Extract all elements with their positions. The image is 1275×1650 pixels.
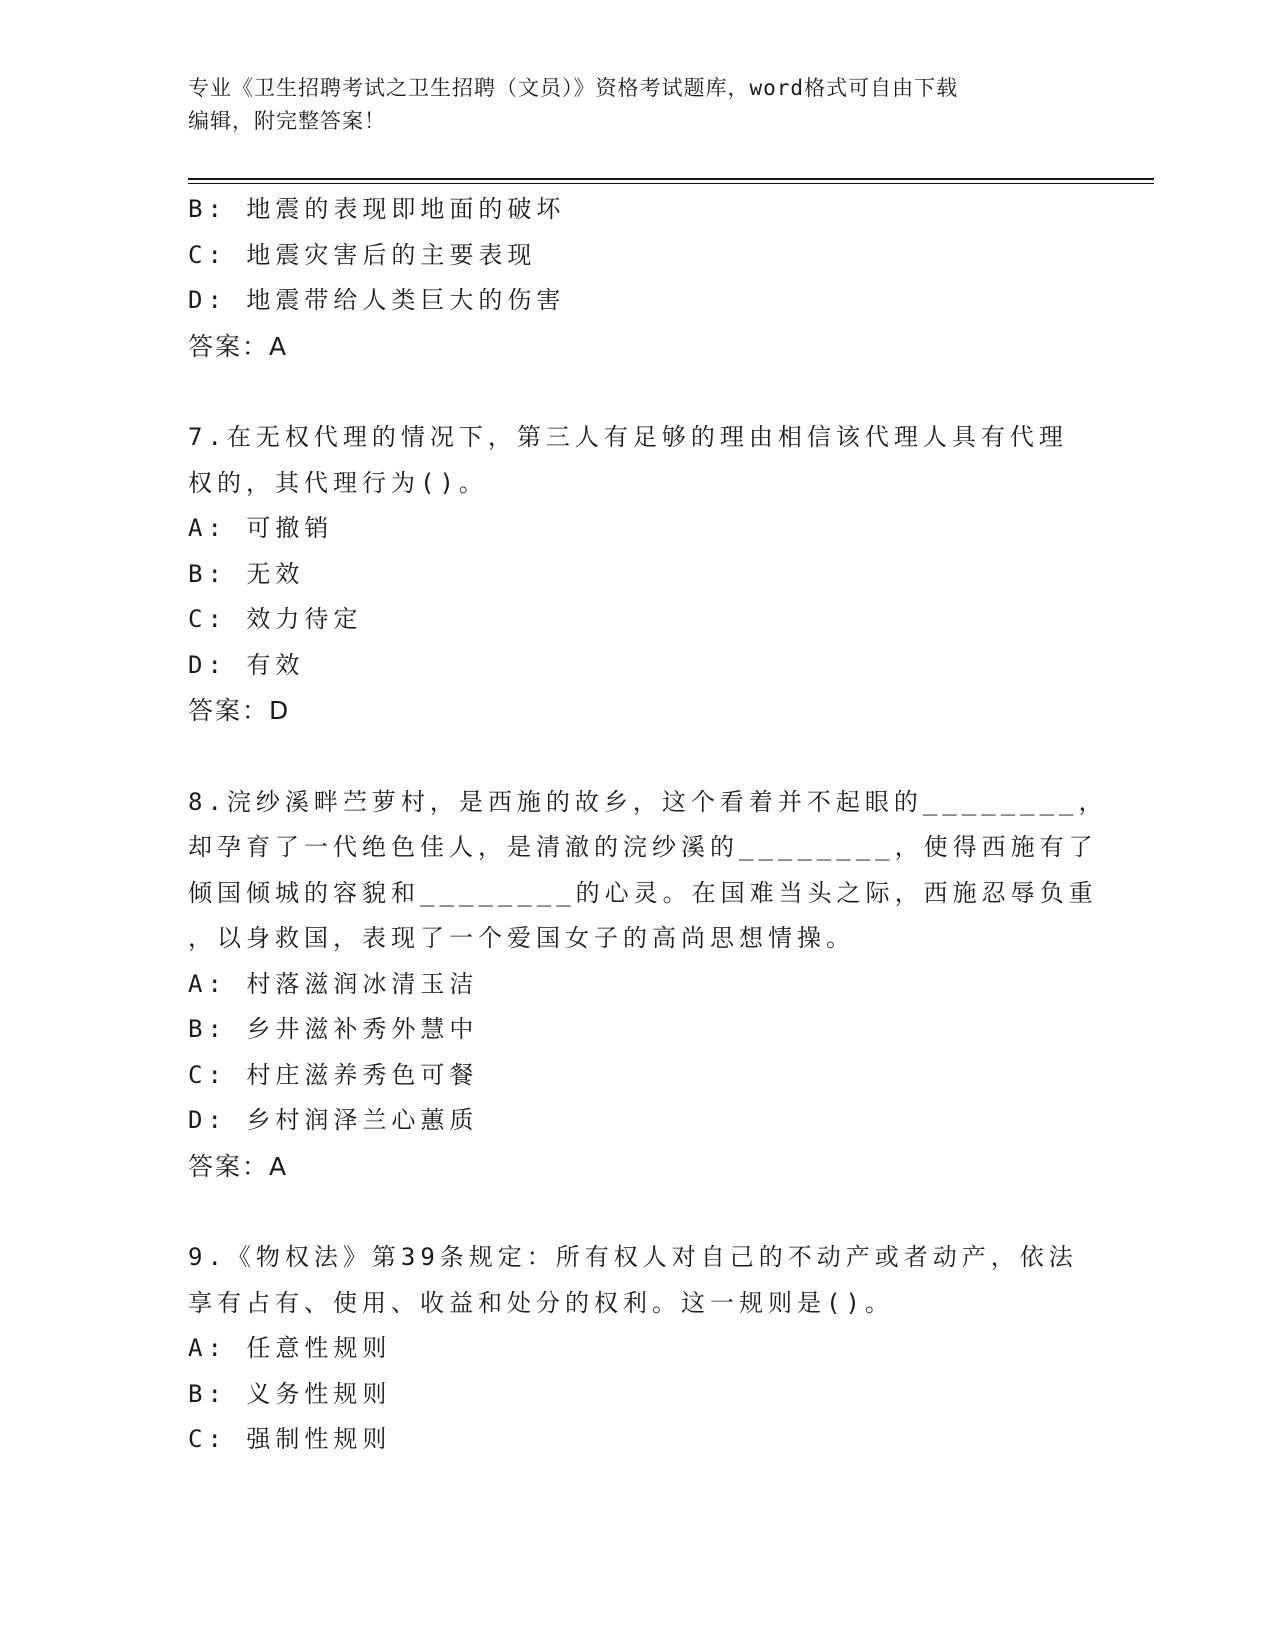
spacer: [188, 1189, 1088, 1235]
option-b: B: 地震的表现即地面的破坏: [188, 195, 566, 223]
option-c: C: 村庄滋养秀色可餐: [188, 1060, 479, 1089]
question-stem-line: 8.浣纱溪畔苎萝村，是西施的故乡，这个看着并不起眼的________，: [188, 787, 1108, 816]
header-rule-thin: [188, 183, 1154, 184]
question-stem-line: 权的，其代理行为()。: [188, 468, 488, 497]
option-a: A: 村落滋润冰清玉洁: [188, 969, 479, 998]
option-d: D: 地震带给人类巨大的伤害: [188, 286, 566, 314]
document-header: [188, 72, 1088, 138]
question-stem-line: 倾国倾城的容貌和________的心灵。在国难当头之际，西施忍辱负重: [188, 878, 1098, 907]
option-c: C: 强制性规则: [188, 1425, 392, 1453]
answer-label: 答案：D: [188, 696, 291, 725]
option-c: C: 地震灾害后的主要表现: [188, 240, 537, 269]
question-stem-line: 7.在无权代理的情况下，第三人有足够的理由相信该代理人具有代理: [188, 423, 1068, 451]
header-line-1: 专业《卫生招聘考试之卫生招聘（文员）》资格考试题库，word格式可自由下载: [188, 76, 959, 100]
option-b: B: 义务性规则: [188, 1379, 392, 1408]
header-line-2: 编辑，附完整答案！: [188, 109, 386, 133]
question-list: [188, 187, 1108, 1463]
question-stem-line: 享有占有、使用、收益和处分的权利。这一规则是()。: [188, 1288, 894, 1317]
option-b: B: 乡井滋补秀外慧中: [188, 1015, 479, 1043]
question-stem-line: 却孕育了一代绝色佳人，是清澈的浣纱溪的________，使得西施有了: [188, 833, 1098, 861]
option-a: A: 任意性规则: [188, 1334, 392, 1362]
option-b: B: 无效: [188, 559, 305, 588]
answer-label: 答案：A: [188, 331, 289, 361]
question-stem-line: 9.《物权法》第39条规定：所有权人对自己的不动产或者动产，依法: [188, 1243, 1078, 1271]
header-rule-thick: [188, 178, 1154, 180]
question-6-tail: [188, 187, 1088, 369]
option-d: D: 乡村润泽兰心蕙质: [188, 1106, 479, 1134]
option-d: D: 有效: [188, 650, 305, 679]
spacer: [188, 734, 1088, 780]
answer-label: 答案：A: [188, 1151, 289, 1181]
option-a: A: 可撤销: [188, 514, 334, 542]
option-c: C: 效力待定: [188, 605, 363, 633]
question-stem-line: ，以身救国，表现了一个爱国女子的高尚思想情操。: [188, 924, 855, 952]
question-9: [188, 1235, 1088, 1463]
question-7: [188, 415, 1088, 734]
spacer: [188, 369, 1088, 415]
question-8: [188, 780, 1108, 1190]
